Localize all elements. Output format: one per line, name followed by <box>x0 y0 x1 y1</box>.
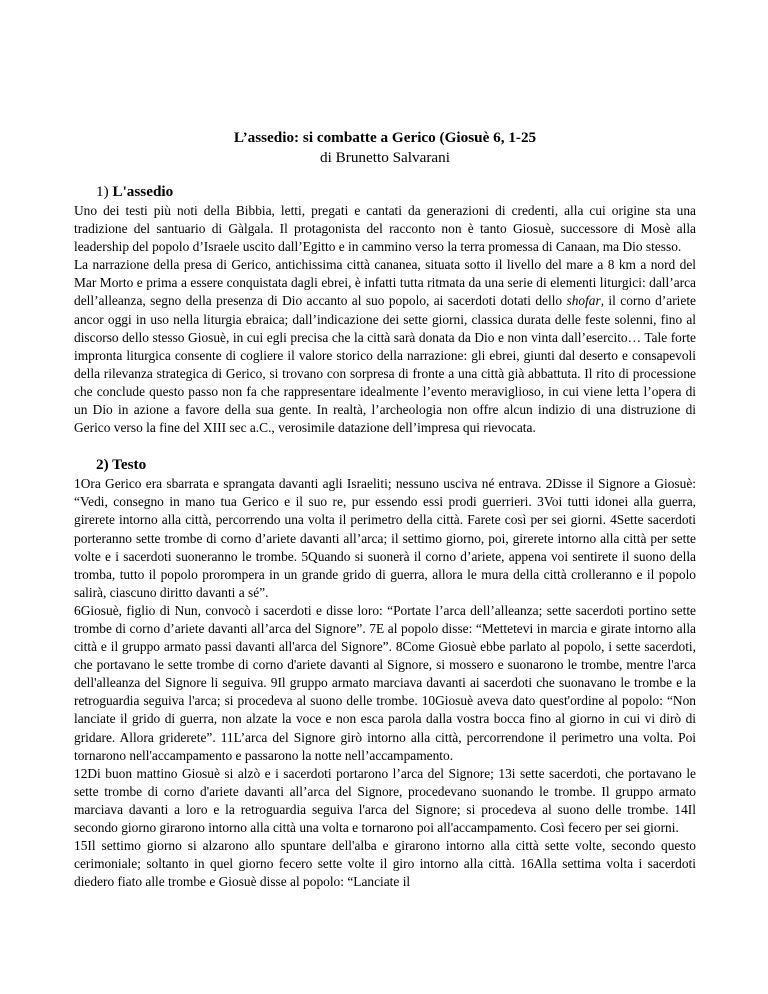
paragraph-testo-1: 1Ora Gerico era sbarrata e sprangata davanti agli Israeliti; nessuno usciva né entrava. 2Disse il Signore a Giosuè: “Vedi, consegno in mano tua Gerico e il suo re, pur essendo essi prodi guerrieri. 3Voi tutti idonei alla guerra, girerete intorno alla città, percorrendo una volta il perimetro della città. Farete così per sei giorni. 4Sette sacerdoti porteranno sette trombe di corno d’ariete davanti all’arca; il settimo giorno, poi, girerete intorno alla città per sette volte e i sacerdoti suoneranno le trombe. 5Quando si suonerà il corno d’ariete, appena voi sentirete il suono della tromba, tutto il popolo prorompera in un grande grido di guerra, allora le mura della città crolleranno e il popolo salirà, ciascuno diritto davanti a sé”. <box>74 476 696 600</box>
paragraph-text: La narrazione della presa di Gerico, antichissima città cananea, situata sotto il livello del mare a 8 km a nord del Mar Morto e prima a essere conquistata dagli ebrei, è infatti tutta ritmata da una serie di elementi liturgici: dall’arca dell’alleanza, segno della presenza di Dio accanto al suo popolo, ai sacerdoti dotati dello <box>74 257 696 309</box>
document-page <box>74 0 696 891</box>
paragraph-text: , il corno d’ariete ancor oggi in uso nella liturgia ebraica; dall’indicazione dei sette giorni, classica durata delle feste solenni, fino al discorso dello stesso Giosuè, in cui egli precisa che la città sarà donata da Dio e non vinta dall’esercito… Tale forte impronta liturgica consente di cogliere il valore storico della narrazione: gli ebrei, giunti dal deserto e consapevoli della rilevanza strategica di Gerico, si trovano con sorpresa di fronte a una città già abbattuta. Il rito di processione che conclude questo passo non fa che rappresentare idealmente l’evento meraviglioso, in cui viene letta l’opera di un Dio in azione a favore della sua gente. In realtà, l’archeologia non offre alcun indizio di una distruzione di Gerico verso la fine del XIII sec a.C., verosimile datazione dell’impresa qui rievocata. <box>74 293 696 436</box>
paragraph-intro: Uno dei testi più noti della Bibbia, letti, pregati e cantati da generazioni di credenti, alla cui origine sta una tradizione del santuario di Gàlgala. Il protagonista del racconto non è tanto Giosuè, successore di Mosè alla leadership del popolo d’Israele uscito dall’Egitto e in cammino verso la terra promessa di Canaan, ma Dio stesso. <box>74 203 696 255</box>
paragraph-testo-4: 15Il settimo giorno si alzarono allo spuntare dell'alba e girarono intorno alla città sette volte, secondo questo cerimoniale; soltanto in quel giorno fecero sette volte il giro intorno alla città. 16Alla settima volta i sacerdoti diedero fiato alle trombe e Giosuè disse al popolo: “Lanciate il <box>74 838 696 890</box>
italic-term-shofar: shofar <box>566 293 601 309</box>
document-title: L’assedio: si combatte a Gerico (Giosuè 6, 1-25 <box>233 129 537 146</box>
title-block <box>74 128 696 168</box>
section-heading-testo: 2) Testo <box>96 456 147 474</box>
document-author: di Brunetto Salvarani <box>320 149 450 166</box>
section-title: L'assedio <box>112 183 174 200</box>
paragraph-testo-3: 12Di buon mattino Giosuè si alzò e i sacerdoti portarono l’arca del Signore; 13i sette sacerdoti, che portavano le sette trombe di corno d'ariete davanti all’arca del Signore, procedevano suonando le trombe. Il gruppo armato marciava davanti a loro e la retroguardia seguiva l'arca del Signore; si procedeva al suono delle trombe. 14Il secondo giorno girarono intorno alla città una volta e tornarono poi all'accampamento. Così fecero per sei giorni. <box>74 765 696 835</box>
section-number: 1) <box>96 183 109 200</box>
paragraph-narrazione <box>74 256 696 437</box>
paragraph-testo-2: 6Giosuè, figlio di Nun, convocò i sacerdoti e disse loro: “Portate l’arca dell’alleanza; sette sacerdoti portino sette trombe di corno d’ariete davanti all’arca del Signore”. 7E al popolo disse: “Mettetevi in marcia e girate intorno alla città e il gruppo armato passi davanti all'arca del Signore”. 8Come Giosuè ebbe parlato al popolo, i sette sacerdoti, che portavano le sette trombe di corno d'ariete davanti al Signore, si mossero e suonarono le trombe, mentre l'arca dell'alleanza del Signore li seguiva. 9Il gruppo armato marciava davanti ai sacerdoti che suonavano le trombe e la retroguardia seguiva l'arca; si procedeva al suono delle trombe. 10Giosuè aveva dato quest'ordine al popolo: “Non lanciate il grido di guerra, non alzate la voce e non esca parola dalla vostra bocca fino al giorno in cui vi dirò di gridare. Allora griderete”. 11L’arca del Signore girò intorno alla città, percorrendone il perimetro una volta. Poi tornarono nell'accampamento e passarono la notte nell’accampamento. <box>74 602 696 763</box>
section-heading-assedio <box>96 182 696 202</box>
